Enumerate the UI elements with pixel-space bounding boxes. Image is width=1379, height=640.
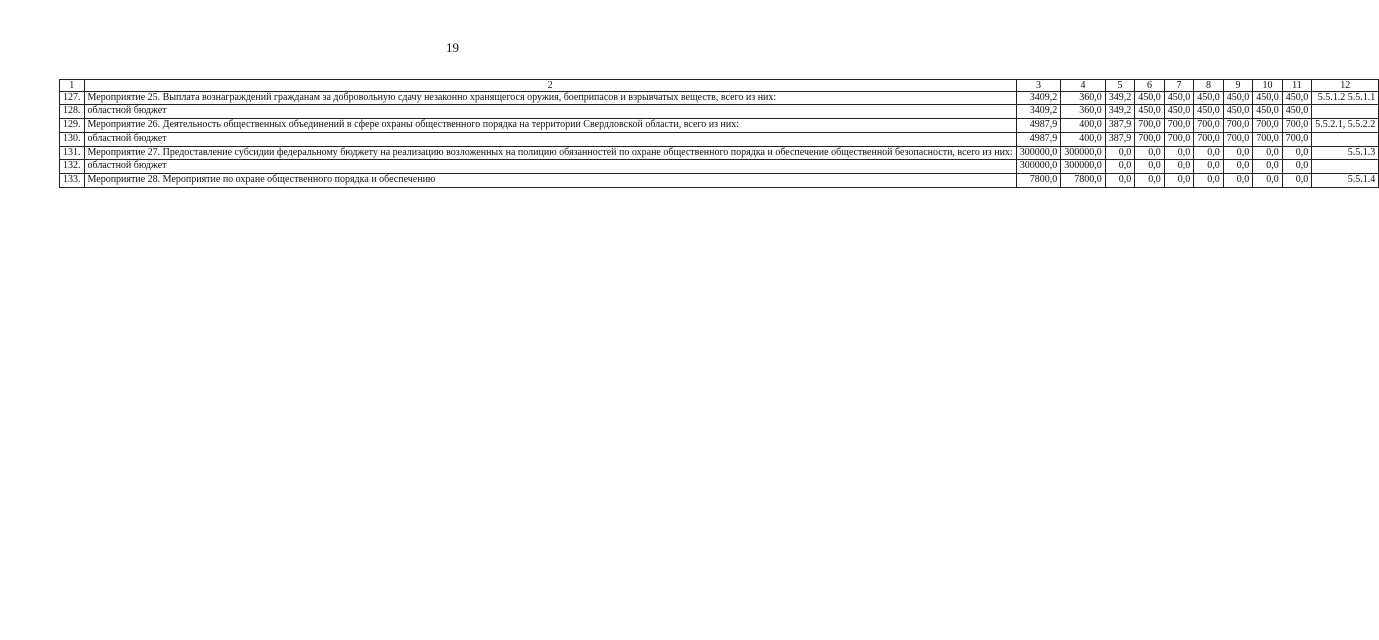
value-cell: 0,0 [1105,160,1135,174]
column-number-cell: 8 [1194,80,1224,92]
value-cell: 400,0 [1061,119,1106,132]
value-cell: 700,0 [1253,132,1283,146]
target-code-cell [1312,132,1379,146]
target-code-cell [1312,160,1379,174]
column-number-cell: 10 [1253,80,1283,92]
value-cell: 450,0 [1135,92,1165,105]
value-cell: 0,0 [1223,146,1253,159]
column-number-row [60,80,1379,92]
row-number-cell: 129. [60,119,85,132]
value-cell: 387,9 [1105,119,1135,132]
value-cell: 387,9 [1105,132,1135,146]
value-cell: 700,0 [1164,132,1194,146]
value-cell: 700,0 [1135,132,1165,146]
value-cell: 700,0 [1135,119,1165,132]
description-cell: Мероприятие 27. Предоставление субсидии федеральному бюджету на реализацию возложенных на полицию обязанностей по охране общественного порядка и обеспечение общественной безопасности, всего из них: [84,146,1016,159]
value-cell: 7800,0 [1061,174,1106,187]
budget-table [59,79,1379,188]
target-code-cell: 5.5.1.3 [1312,146,1379,159]
column-number-cell: 1 [60,80,85,92]
value-cell: 7800,0 [1016,174,1061,187]
budget-subtotal-row [60,132,1379,146]
budget-subtotal-row [60,160,1379,174]
measure-row [60,119,1379,132]
value-cell: 0,0 [1164,160,1194,174]
value-cell: 450,0 [1164,92,1194,105]
budget-subtotal-row [60,105,1379,119]
value-cell: 450,0 [1194,105,1224,119]
value-cell: 700,0 [1194,119,1224,132]
value-cell: 0,0 [1253,174,1283,187]
value-cell: 450,0 [1253,92,1283,105]
description-cell: областной бюджет [84,132,1016,146]
row-number-cell: 131. [60,146,85,159]
description-cell: Мероприятие 28. Мероприятие по охране общественного порядка и обеспечению [84,174,1016,187]
value-cell: 400,0 [1061,132,1106,146]
column-number-cell: 6 [1135,80,1165,92]
target-code-cell: 5.5.1.2 5.5.1.1 [1312,92,1379,105]
target-code-cell: 5.5.2.1, 5.5.2.2 [1312,119,1379,132]
value-cell: 700,0 [1282,132,1312,146]
column-number-cell: 3 [1016,80,1061,92]
value-cell: 0,0 [1135,160,1165,174]
value-cell: 0,0 [1105,174,1135,187]
value-cell: 700,0 [1223,132,1253,146]
column-number-cell: 9 [1223,80,1253,92]
column-number-cell: 5 [1105,80,1135,92]
column-number-cell: 12 [1312,80,1379,92]
target-code-cell [1312,105,1379,119]
description-cell: областной бюджет [84,105,1016,119]
target-code-cell: 5.5.1.4 [1312,174,1379,187]
value-cell: 4987,9 [1016,132,1061,146]
value-cell: 300000,0 [1061,160,1106,174]
row-number-cell: 127. [60,92,85,105]
value-cell: 360,0 [1061,92,1106,105]
value-cell: 0,0 [1135,146,1165,159]
column-number-cell: 11 [1282,80,1312,92]
value-cell: 700,0 [1253,119,1283,132]
measure-row [60,146,1379,159]
value-cell: 0,0 [1282,174,1312,187]
description-cell: областной бюджет [84,160,1016,174]
value-cell: 300000,0 [1016,160,1061,174]
row-number-cell: 130. [60,132,85,146]
value-cell: 0,0 [1223,160,1253,174]
value-cell: 0,0 [1282,160,1312,174]
value-cell: 450,0 [1164,105,1194,119]
value-cell: 700,0 [1223,119,1253,132]
description-cell: Мероприятие 25. Выплата вознаграждений гражданам за добровольную сдачу незаконно хранящегося оружия, боеприпасов и взрывчатых веществ, всего из них: [84,92,1016,105]
value-cell: 450,0 [1135,105,1165,119]
value-cell: 450,0 [1223,105,1253,119]
value-cell: 0,0 [1105,146,1135,159]
value-cell: 300000,0 [1016,146,1061,159]
value-cell: 0,0 [1194,160,1224,174]
value-cell: 450,0 [1194,92,1224,105]
value-cell: 349,2 [1105,92,1135,105]
row-number-cell: 132. [60,160,85,174]
column-number-cell: 2 [84,80,1016,92]
value-cell: 0,0 [1164,174,1194,187]
value-cell: 0,0 [1253,160,1283,174]
measure-row [60,174,1379,187]
value-cell: 0,0 [1282,146,1312,159]
value-cell: 450,0 [1282,92,1312,105]
value-cell: 3409,2 [1016,92,1061,105]
measure-row [60,92,1379,105]
value-cell: 450,0 [1223,92,1253,105]
description-cell: Мероприятие 26. Деятельность общественных объединений в сфере охраны общественного порядка на территории Свердловской области, всего из них: [84,119,1016,132]
value-cell: 0,0 [1253,146,1283,159]
value-cell: 700,0 [1282,119,1312,132]
column-number-cell: 4 [1061,80,1106,92]
value-cell: 0,0 [1135,174,1165,187]
column-number-cell: 7 [1164,80,1194,92]
value-cell: 4987,9 [1016,119,1061,132]
table-body [60,80,1379,188]
page-number: 19 [446,40,459,55]
row-number-cell: 133. [60,174,85,187]
value-cell: 450,0 [1282,105,1312,119]
value-cell: 0,0 [1223,174,1253,187]
value-cell: 0,0 [1194,146,1224,159]
row-number-cell: 128. [60,105,85,119]
value-cell: 700,0 [1194,132,1224,146]
value-cell: 3409,2 [1016,105,1061,119]
value-cell: 0,0 [1194,174,1224,187]
value-cell: 450,0 [1253,105,1283,119]
value-cell: 360,0 [1061,105,1106,119]
value-cell: 349,2 [1105,105,1135,119]
value-cell: 300000,0 [1061,146,1106,159]
value-cell: 0,0 [1164,146,1194,159]
value-cell: 700,0 [1164,119,1194,132]
